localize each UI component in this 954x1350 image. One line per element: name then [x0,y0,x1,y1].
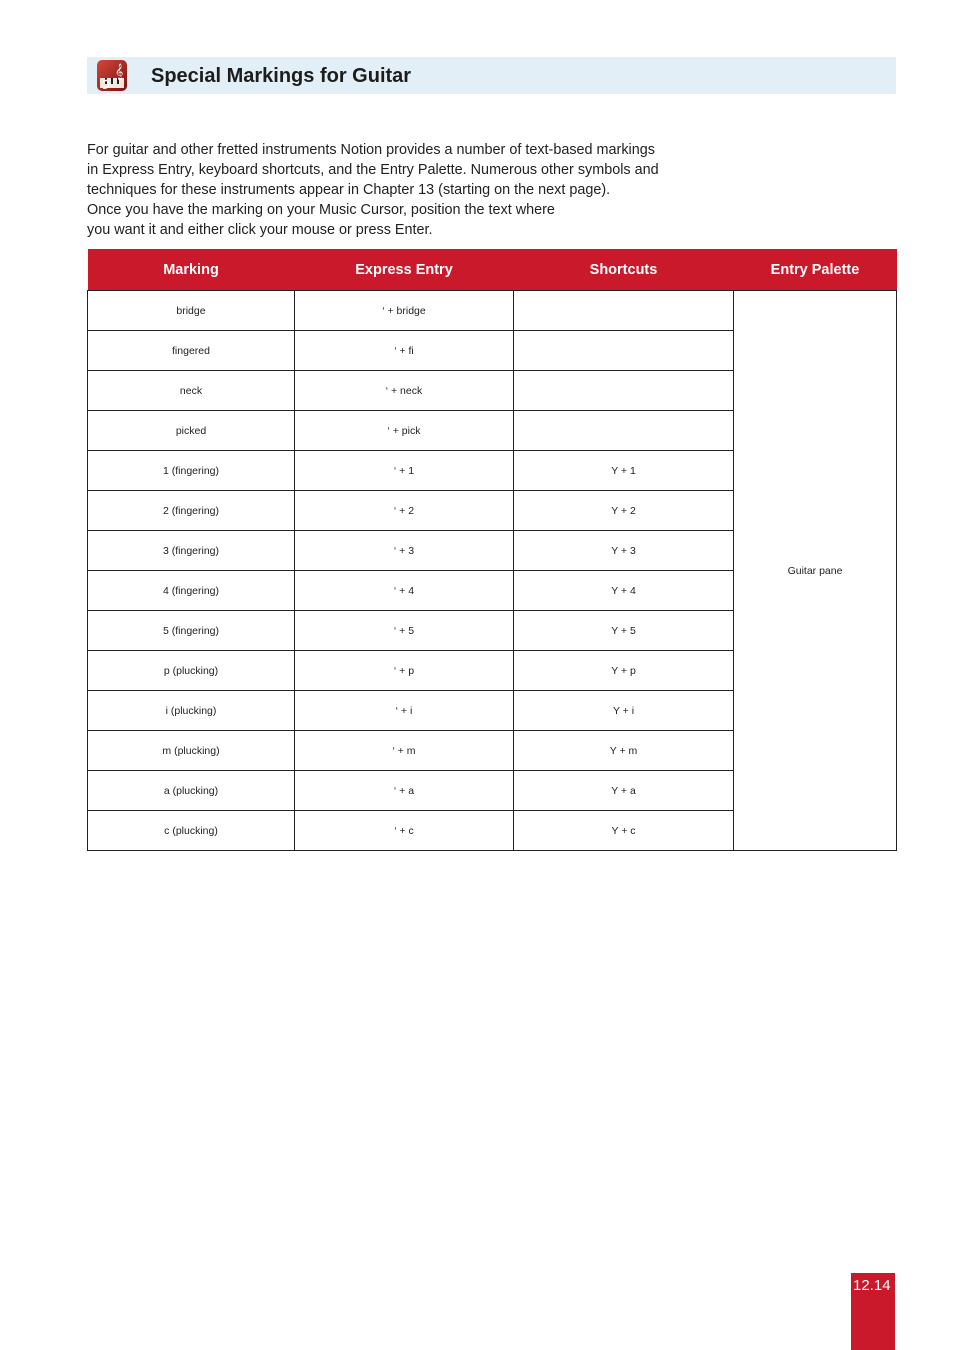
cell-shortcut: Y + 2 [514,491,734,531]
markings-table [87,249,897,851]
intro-line: in Express Entry, keyboard shortcuts, and the Entry Palette. Numerous other symbols and [87,162,659,178]
cell-shortcut: Y + 1 [514,451,734,491]
cell-express-entry: ‘ + i [295,691,514,731]
page-number: 12.14 [853,1277,891,1294]
page-number-tab [851,1273,895,1350]
cell-shortcut: Y + p [514,651,734,691]
cell-express-entry: ‘ + c [295,811,514,851]
cell-marking: 2 (fingering) [88,491,295,531]
cell-shortcut: Y + a [514,771,734,811]
cell-shortcut: Y + m [514,731,734,771]
cell-express-entry: ‘ + m [295,731,514,771]
cell-marking: 4 (fingering) [88,571,295,611]
cell-shortcut: Y + 3 [514,531,734,571]
header-entry-palette: Entry Palette [734,249,897,291]
page-title: Special Markings for Guitar [151,65,412,87]
cell-marking: 1 (fingering) [88,451,295,491]
intro-line: techniques for these instruments appear in Chapter 13 (starting on the next page). [87,182,611,198]
cell-marking: c (plucking) [88,811,295,851]
cell-express-entry: ‘ + p [295,651,514,691]
cell-marking: picked [88,411,295,451]
cell-marking: m (plucking) [88,731,295,771]
cell-marking: bridge [88,291,295,331]
intro-line: you want it and either click your mouse or press Enter. [87,222,433,238]
intro-paragraph [87,140,727,240]
cell-shortcut [514,291,734,331]
cell-express-entry: ‘ + fi [295,331,514,371]
cell-marking: i (plucking) [88,691,295,731]
notion-app-icon [97,60,127,91]
cell-marking: p (plucking) [88,651,295,691]
cell-marking: a (plucking) [88,771,295,811]
header-shortcuts: Shortcuts [514,249,734,291]
cell-shortcut: Y + 5 [514,611,734,651]
cell-marking: fingered [88,331,295,371]
cell-marking: 5 (fingering) [88,611,295,651]
section-title-bar [87,57,896,94]
cell-express-entry: ‘ + 4 [295,571,514,611]
cell-entry-palette: Guitar pane [734,291,897,851]
cell-express-entry: ‘ + pick [295,411,514,451]
cell-express-entry: ‘ + 5 [295,611,514,651]
cell-express-entry: ‘ + 1 [295,451,514,491]
header-express-entry: Express Entry [295,249,514,291]
cell-express-entry: ‘ + a [295,771,514,811]
cell-express-entry: ‘ + bridge [295,291,514,331]
cell-marking: neck [88,371,295,411]
cell-shortcut: Y + 4 [514,571,734,611]
cell-express-entry: ‘ + neck [295,371,514,411]
cell-shortcut [514,411,734,451]
table-row [88,291,897,331]
intro-line: Once you have the marking on your Music Cursor, position the text where [87,202,555,218]
table-body [88,291,897,851]
cell-shortcut: Y + i [514,691,734,731]
cell-shortcut: Y + c [514,811,734,851]
cell-express-entry: ‘ + 2 [295,491,514,531]
table-header-row [88,249,897,291]
header-marking: Marking [88,249,295,291]
intro-line: For guitar and other fretted instruments Notion provides a number of text-based markings [87,142,655,158]
cell-marking: 3 (fingering) [88,531,295,571]
cell-express-entry: ‘ + 3 [295,531,514,571]
cell-shortcut [514,331,734,371]
cell-shortcut [514,371,734,411]
svg-text:𝄞: 𝄞 [115,64,124,80]
